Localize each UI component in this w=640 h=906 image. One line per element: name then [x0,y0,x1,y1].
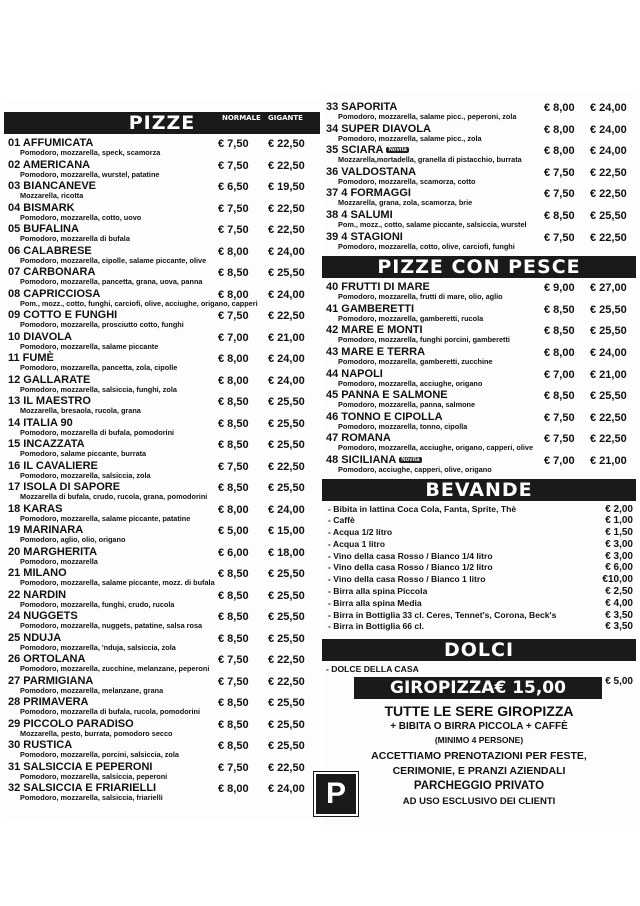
price-gigante: € 24,00 [268,503,305,516]
menu-item [4,523,320,545]
menu-page-left [4,100,320,820]
menu-item-title: 27 PARMIGIANA [8,674,94,687]
menu-item [4,545,320,567]
menu-item-ingredients: Pom., mozz., cotto, salame piccante, salsiccia, wurstel [338,219,527,229]
menu-item [4,480,320,502]
price-normale: € 7,50 [218,159,249,172]
price-normale: € 7,50 [218,138,249,150]
menu-item-title: 42 MARE E MONTI [326,324,423,337]
menu-item [322,280,636,302]
menu-item-ingredients: Pomodoro, mozzarella, scamorza, cotto [338,176,476,186]
menu-item-ingredients: Pomodoro, mozzarella di bufala, pomodorini [20,427,175,437]
price-gigante: € 22,50 [268,310,305,322]
menu-item-ingredients: Pomodoro, aglio, olio, origano [20,535,126,544]
price-normale: € 8,00 [218,353,249,365]
price-normale: € 8,00 [218,783,249,795]
menu-item-ingredients: Mozzarella, grana, zola, scamorza, brie [338,198,473,208]
menu-item-title: 10 DIAVOLA [8,330,72,343]
price-normale: € 7,50 [544,231,575,244]
menu-item-ingredients: Pomodoro, mozzarella, salame piccante [20,341,159,351]
price-gigante: € 22,50 [590,411,627,424]
price-normale: € 8,50 [544,390,575,403]
price-normale: € 7,50 [544,166,575,179]
menu-item-ingredients: Pomodoro, mozzarella, nuggets, patatine, salsa rosa [20,621,203,630]
menu-item-title: 22 NARDIN [8,588,67,601]
menu-item-ingredients: Mozzarella, ricotta [20,191,84,200]
menu-item [322,186,636,208]
menu-item-ingredients: Pomodoro, mozzarella, 'nduja, salsiccia, zola [20,642,176,652]
menu-item-title: 33 SAPORITA [326,101,398,113]
price-normale: € 7,00 [218,331,249,344]
menu-item-ingredients: Pomodoro, mozzarella, cotto, uovo [20,212,142,222]
price-normale: € 7,50 [218,761,249,774]
menu-page-right [322,92,636,826]
price-gigante: € 21,00 [590,454,627,467]
menu-item [322,208,636,230]
price-gigante: € 21,00 [590,368,627,381]
price-normale: € 8,00 [544,145,575,158]
pizze-banner [4,112,320,134]
parcheggio-title: PARCHEGGIO PRIVATO [413,780,545,792]
menu-item-title: 34 SUPER DIAVOLA [326,122,431,135]
price-gigante: € 25,50 [268,267,305,279]
price-gigante: € 22,50 [590,433,627,446]
menu-item [4,287,320,309]
price-gigante: € 25,50 [590,325,627,338]
drink-item [322,562,636,574]
drink-name: - Bibita in lattina Coca Cola, Fanta, Sprite, Thè [328,503,517,514]
price-normale: € 8,50 [218,589,249,602]
novita-badge: Novità [388,147,407,154]
menu-item-ingredients: Pomodoro, mozzarella, salame picc., zola [338,133,482,143]
menu-item-title: 43 MARE E TERRA [326,345,426,358]
menu-item-ingredients: Pomodoro, salame piccante, burrata [20,449,147,458]
menu-item-title: 36 VALDOSTANA [326,165,417,178]
menu-item-title: 09 COTTO E FUNGHI [8,309,118,321]
price-normale: € 7,50 [218,460,249,473]
drink-price: € 3,00 [605,538,633,550]
menu-item-ingredients: Pomodoro, mozzarella, gamberetti, rucola [338,313,484,323]
drink-item [322,539,636,551]
menu-item-ingredients: Pomodoro, mozzarella, salame piccante, mozz. di bufala [20,578,215,587]
menu-item [322,367,636,389]
menu-item [4,244,320,266]
price-gigante: € 25,50 [268,697,305,709]
menu-item-title: 35 SCIARA [326,144,384,157]
menu-item [4,459,320,481]
menu-item-title: 30 RUSTICA [8,739,73,751]
menu-item-ingredients: Pomodoro, mozzarella, salsiccia, peperoni [20,771,168,781]
price-gigante: € 25,50 [268,611,305,623]
price-normale: € 8,50 [218,267,249,279]
menu-item-title: 12 GALLARATE [8,373,91,386]
menu-item [4,394,320,416]
price-normale: € 7,50 [544,188,575,201]
menu-item-title: 32 SALSICCIA E FRIARIELLI [8,782,157,794]
price-normale: € 7,50 [544,411,575,424]
menu-item-ingredients: Pomodoro, mozzarella [20,556,98,566]
price-normale: € 8,50 [218,718,249,731]
menu-item-title: 25 NDUJA [8,631,62,644]
menu-item-title: 38 4 SALUMI [326,208,393,221]
menu-item [322,230,636,252]
price-gigante: € 25,50 [268,439,305,451]
menu-item [4,695,320,717]
drink-item [322,574,636,586]
price-normale: € 8,00 [544,102,575,114]
price-gigante: € 24,00 [590,123,627,136]
menu-item-ingredients: Pomodoro, mozzarella, funghi porcini, gamberetti [338,335,510,345]
price-gigante: € 24,00 [268,374,305,387]
prenotazioni-line-1: ACCETTIAMO PRENOTAZIONI PER FESTE, [371,750,587,762]
menu-item-title: 06 CALABRESE [8,244,92,257]
price-normale: € 8,00 [544,123,575,136]
price-gigante: € 22,50 [268,761,305,774]
price-gigante: € 22,50 [268,159,305,172]
menu-item-ingredients: Pomodoro, mozzarella, salsiccia, friarielli [20,793,163,802]
menu-item [322,122,636,144]
price-gigante: € 22,50 [590,188,627,201]
menu-item [322,431,636,453]
price-normale: € 8,50 [218,697,249,709]
menu-item [4,609,320,631]
drink-name: - Birra in Bottiglia 66 cl. [328,621,424,632]
parking-icon: P [314,772,358,816]
price-normale: € 8,50 [218,417,249,430]
price-gigante: € 25,50 [590,209,627,222]
menu-item-title: 19 MARINARA [8,524,84,536]
menu-item [4,760,320,782]
price-gigante: € 25,50 [268,417,305,430]
menu-item [322,100,636,122]
menu-item-ingredients: Pomodoro, mozzarella di bufala [20,234,130,243]
price-gigante: € 25,50 [268,632,305,645]
price-gigante: € 22,50 [268,224,305,236]
menu-item-title: 45 PANNA E SALMONE [326,389,448,402]
menu-item [4,738,320,760]
price-normale: € 8,50 [218,632,249,645]
menu-item [322,323,636,345]
menu-item-title: 47 ROMANA [326,432,391,445]
menu-item-ingredients: Pomodoro, mozzarella, wurstel, patatine [20,169,160,179]
menu-item-title: 18 KARAS [8,502,63,515]
price-normale: € 8,50 [544,325,575,338]
bevande-list [322,504,636,634]
price-normale: € 5,00 [218,525,249,537]
price-normale: € 7,50 [218,202,249,215]
drink-price: € 2,00 [605,503,633,515]
menu-item-title: 07 CARBONARA [8,266,96,278]
drink-name: - Vino della casa Rosso / Bianco 1/2 litro [328,562,493,573]
menu-item-ingredients: Pomodoro, mozzarella, prosciutto cotto, funghi [20,320,184,329]
price-gigante: € 15,00 [268,525,305,537]
menu-item [4,781,320,803]
menu-item [4,437,320,459]
menu-item [4,588,320,610]
price-normale: € 8,50 [544,303,575,316]
menu-item-title: 11 FUMÈ [8,352,54,364]
drink-price: € 1,00 [605,515,633,527]
menu-item-ingredients: Mozzarella, bresaola, rucola, grana [20,406,141,415]
menu-item-title: 02 AMERICANA [8,158,91,171]
price-gigante: € 22,50 [268,202,305,215]
giropizza-line: TUTTE LE SERE GIROPIZZA [384,703,574,719]
menu-item [322,345,636,367]
price-normale: € 8,00 [218,503,249,516]
menu-item-title: 04 BISMARK [8,201,75,214]
price-normale: € 7,50 [218,224,249,236]
menu-item-ingredients: Mozzarella,mortadella, granella di pistacchio, burrata [338,155,522,165]
menu-item [4,265,320,287]
price-normale: € 7,50 [544,433,575,446]
menu-item-title: 41 GAMBERETTI [326,302,415,315]
price-gigante: € 18,00 [268,546,305,559]
menu-item-ingredients: Pomodoro, mozzarella, gamberetti, zucchine [338,356,493,366]
drink-name: - Birra in Bottiglia 33 cl. Ceres, Tennet's, Corona, Beck's [328,609,557,620]
menu-item-title: 20 MARGHERITA [8,545,98,558]
menu-item [322,388,636,410]
col-normale-label: NORMALE [222,114,261,122]
drink-name: - Birra alla spina Media [328,597,422,608]
drink-name: - Acqua 1 litro [328,538,385,549]
drink-item [322,515,636,527]
col-gigante-label: GIGANTE [268,114,303,122]
drink-price: €10,00 [602,574,633,586]
drink-price: € 4,00 [605,597,633,609]
menu-item-ingredients: Pomodoro, mozzarella, funghi, crudo, rucola [20,599,175,609]
menu-item-title: 16 IL CAVALIERE [8,459,98,472]
menu-item [4,308,320,330]
price-normale: € 8,50 [544,209,575,222]
menu-item-title: 24 NUGGETS [8,610,78,622]
price-normale: € 8,00 [544,346,575,359]
menu-item [4,502,320,524]
drink-price: € 6,00 [605,562,633,574]
drink-name: - Caffè [328,515,355,526]
menu-item [4,717,320,739]
menu-item-ingredients: Pom., mozz., cotto, funghi, carciofi, olive, acciughe, origano, capperi [20,298,258,308]
price-normale: € 8,50 [218,611,249,623]
menu-item-title: 39 4 STAGIONI [326,230,403,243]
menu-item-ingredients: Pomodoro, mozzarella, cotto, olive, carciofi, funghi [338,241,515,251]
menu-item-title: 13 IL MAESTRO [8,395,91,407]
price-normale: € 8,00 [218,245,249,258]
drink-item [322,551,636,563]
pesce-banner [322,256,636,278]
menu-item [322,302,636,324]
drink-item [322,586,636,598]
prenotazioni-line-2: CERIMONIE, E PRANZI AZIENDALI [392,765,566,777]
price-gigante: € 25,50 [268,740,305,752]
menu-item-ingredients: Pomodoro, mozzarella, salame piccante, patatine [20,513,191,523]
menu-item-title: 05 BUFALINA [8,223,79,235]
pizze-list [4,136,320,803]
price-normale: € 7,50 [218,675,249,688]
menu-item-ingredients: Pomodoro, mozzarella, panna, salmone [338,400,476,410]
menu-item-ingredients: Pomodoro, mozzarella, cipolle, salame piccante, olive [20,255,207,265]
price-normale: € 8,50 [218,568,249,580]
drink-name: - Acqua 1/2 litro [328,527,393,538]
menu-item [4,158,320,180]
price-normale: € 6,00 [218,546,249,559]
menu-item-ingredients: Pomodoro, mozzarella, zucchine, melanzane, peperoni [20,664,210,673]
price-gigante: € 22,50 [268,675,305,688]
drink-item [322,598,636,610]
price-normale: € 7,50 [218,654,249,666]
menu-item-title: 29 PICCOLO PARADISO [8,717,134,730]
menu-item-title: 26 ORTOLANA [8,653,86,665]
price-gigante: € 22,50 [590,231,627,244]
price-normale: € 8,00 [218,374,249,387]
menu-item [4,201,320,223]
drink-item [322,610,636,622]
parcheggio-subtitle: AD USO ESCLUSIVO DEI CLIENTI [402,796,556,807]
price-normale: € 8,50 [218,740,249,752]
menu-item-title: 15 INCAZZATA [8,438,85,450]
menu-item-title: 17 ISOLA DI SAPORE [8,481,121,493]
price-normale: € 6,50 [218,181,249,193]
menu-item [4,222,320,244]
drink-item [322,621,636,633]
dolci-title: DOLCI [443,639,515,662]
price-gigante: € 25,50 [268,589,305,602]
pesce-list [322,280,636,474]
price-gigante: € 25,50 [590,390,627,403]
price-normale: € 9,00 [544,282,575,295]
pizze-title: PIZZE [128,112,196,134]
drink-price: € 3,00 [605,550,633,562]
drink-price: € 3,50 [605,621,633,633]
menu-item-ingredients: Pomodoro, mozzarella, tonno, cipolla [338,421,468,431]
menu-item-title: 28 PRIMAVERA [8,696,89,708]
menu-item-title: 21 MILANO [8,567,67,579]
menu-item-ingredients: Pomodoro, mozzarella, pancetta, zola, cipolle [20,363,178,372]
menu-item-ingredients: Pomodoro, mozzarella, acciughe, origano [338,378,483,388]
price-normale: € 8,50 [218,439,249,451]
menu-item [4,674,320,696]
price-gigante: € 21,00 [268,331,305,344]
menu-item [322,165,636,187]
price-gigante: € 24,00 [590,346,627,359]
price-gigante: € 27,00 [590,282,627,295]
price-gigante: € 25,50 [268,396,305,408]
menu-item-ingredients: Mozzarella di bufala, crudo, rucola, grana, pomodorini [20,492,208,501]
menu-item [4,566,320,588]
menu-item-ingredients: Pomodoro, mozzarella, acciughe, origano, capperi, olive [338,443,534,453]
drink-name: - Vino della casa Rosso / Bianco 1/4 litro [328,550,493,561]
price-gigante: € 22,50 [590,166,627,179]
menu-item [4,373,320,395]
menu-item-ingredients: Pomodoro, mozzarella, pancetta, grana, uova, panna [20,277,203,286]
drink-price: € 3,50 [605,609,633,621]
menu-item-ingredients: Mozzarella, pesto, burrata, pomodoro secco [20,728,173,738]
menu-item-title: 31 SALSICCIA E PEPERONI [8,760,153,773]
pizze-continued-list [322,100,636,251]
bevande-title: BEVANDE [425,478,533,501]
price-gigante: € 25,50 [268,482,305,494]
drink-name: - Vino della casa Rosso / Bianco 1 litro [328,574,486,585]
menu-item-ingredients: Pomodoro, mozzarella, melanzane, grana [20,685,164,695]
menu-item [4,351,320,373]
giropizza-extras: + BIBITA O BIRRA PICCOLA + CAFFÈ [390,721,568,732]
menu-item [4,652,320,674]
price-normale: € 7,00 [544,454,575,467]
menu-item [322,410,636,432]
price-normale: € 7,50 [218,310,249,322]
price-gigante: € 25,50 [590,303,627,316]
price-gigante: € 22,50 [268,460,305,473]
menu-item [322,453,636,475]
menu-item-ingredients: Pomodoro, acciughe, capperi, olive, origano [338,464,492,474]
menu-item-title: 37 4 FORMAGGI [326,187,411,200]
menu-item-title: 48 SICILIANA [326,453,397,466]
drink-price: € 2,50 [605,586,633,598]
menu-item [322,143,636,165]
menu-item [4,416,320,438]
menu-item-title: 46 TONNO E CIPOLLA [326,410,443,423]
menu-item [4,631,320,653]
menu-item [4,330,320,352]
menu-item-ingredients: Pomodoro, mozzarella, salsiccia, zola [20,470,151,480]
menu-item-ingredients: Pomodoro, mozzarella, salame picc., peperoni, zola [338,112,517,121]
price-gigante: € 24,00 [268,783,305,795]
price-normale: € 8,50 [218,482,249,494]
dolci-banner [322,639,636,661]
price-gigante: € 25,50 [268,568,305,580]
bevande-banner [322,479,636,501]
drink-name: - Birra alla spina Piccola [328,586,428,597]
drink-item [322,527,636,539]
dolci-item-name: - DOLCE DELLA CASA [326,664,419,675]
price-normale: € 7,00 [544,368,575,381]
menu-item-title: 14 ITALIA 90 [8,416,73,429]
drink-item [322,504,636,516]
price-gigante: € 22,50 [268,654,305,666]
price-gigante: € 24,00 [268,353,305,365]
price-gigante: € 19,50 [268,181,305,193]
menu-item-ingredients: Pomodoro, mozzarella, speck, scamorza [20,148,161,157]
menu-item-ingredients: Pomodoro, mozzarella, salsiccia, funghi, zola [20,384,177,394]
novita-badge: Novità [401,456,420,463]
drink-price: € 1,50 [605,527,633,539]
price-gigante: € 24,00 [268,288,305,301]
price-gigante: € 24,00 [268,245,305,258]
menu-item-ingredients: Pomodoro, mozzarella, frutti di mare, olio, aglio [338,292,503,302]
menu-item-title: 03 BIANCANEVE [8,180,97,192]
menu-item [4,179,320,201]
menu-item-title: 44 NAPOLI [326,367,383,380]
price-gigante: € 25,50 [268,718,305,731]
menu-item-title: 08 CAPRICCIOSA [8,287,101,300]
menu-item-title: 01 AFFUMICATA [8,137,94,149]
price-gigante: € 22,50 [268,138,305,150]
giropizza-banner: GIROPIZZA€ 15,00 [354,677,602,699]
price-normale: € 8,00 [218,288,249,301]
menu-item-ingredients: Pomodoro, mozzarella, porcini, salsiccia, zola [20,750,179,759]
pesce-title: PIZZE CON PESCE [377,256,581,279]
menu-item-ingredients: Pomodoro, mozzarella di bufala, rucola, pomodorini [20,707,201,716]
dolci-item-price: € 5,00 [605,676,633,688]
price-gigante: € 24,00 [590,102,627,114]
menu-item-title: 40 FRUTTI DI MARE [326,281,430,294]
menu-item [4,136,320,158]
giropizza-minimum: (MINIMO 4 PERSONE) [434,735,524,745]
price-normale: € 8,50 [218,396,249,408]
price-gigante: € 24,00 [590,145,627,158]
